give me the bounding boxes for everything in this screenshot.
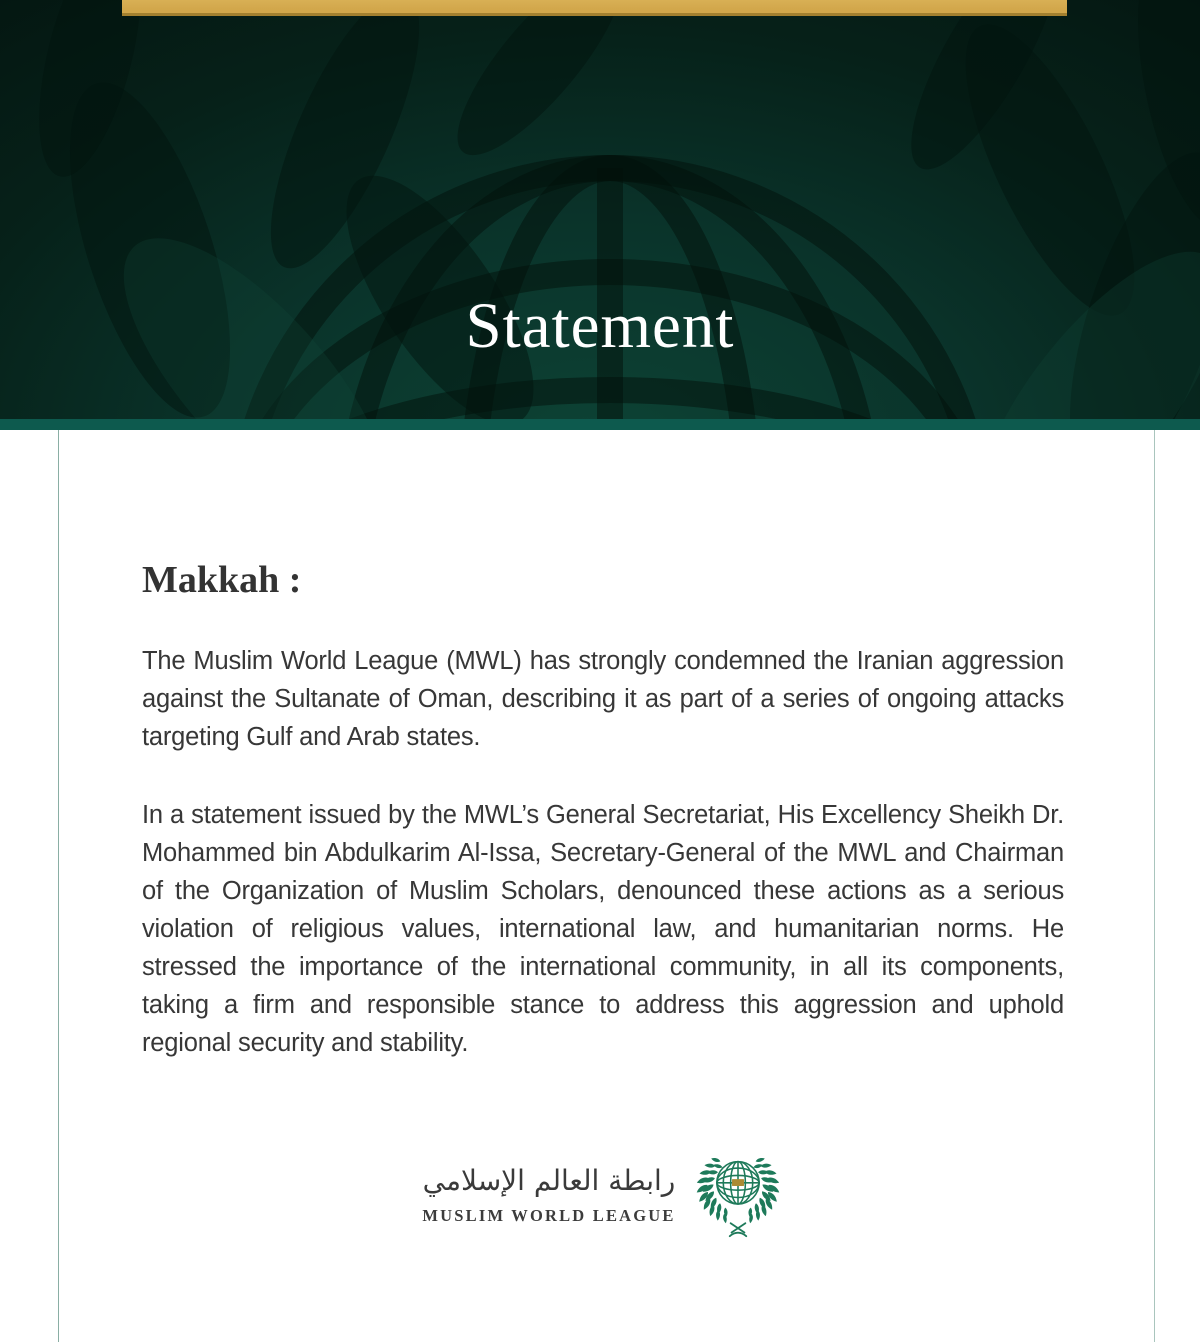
content-frame <box>58 430 1155 1342</box>
gold-accent-bar <box>122 0 1067 16</box>
page-title: Statement <box>465 290 735 362</box>
statement-body <box>0 430 1200 1342</box>
mwl-latin-name: MUSLIM WORLD LEAGUE <box>422 1206 676 1225</box>
header-banner <box>0 0 1200 419</box>
mwl-logo <box>142 1140 1064 1244</box>
statement-paragraph-1: The Muslim World League (MWL) has strongly condemned the Iranian aggression against the Sultanate of Oman, describing it as part of a series of ongoing attacks targeting Gulf and Arab states. <box>142 647 1064 751</box>
mwl-arabic-name: رابطة العالم الإسلامي <box>422 1164 676 1197</box>
statement-paragraph-2: In a statement issued by the MWL’s General Secretariat, His Excellency Sheikh Dr. Mohammed bin Abdulkarim Al-Issa, Secretary-General of the MWL and Chairman of the Organization of Muslim Scholars, denounced these actions as a serious violation of religious values, international law, and humanitarian norms. He stressed the importance of the international community, in all its components, taking a firm and responsible stance to address this aggression and uphold regional security and stability. <box>142 801 1064 1057</box>
dateline: Makkah : <box>142 559 302 601</box>
mwl-logo-text <box>422 1158 675 1226</box>
mwl-emblem-icon <box>692 1140 784 1244</box>
teal-divider <box>0 419 1200 430</box>
